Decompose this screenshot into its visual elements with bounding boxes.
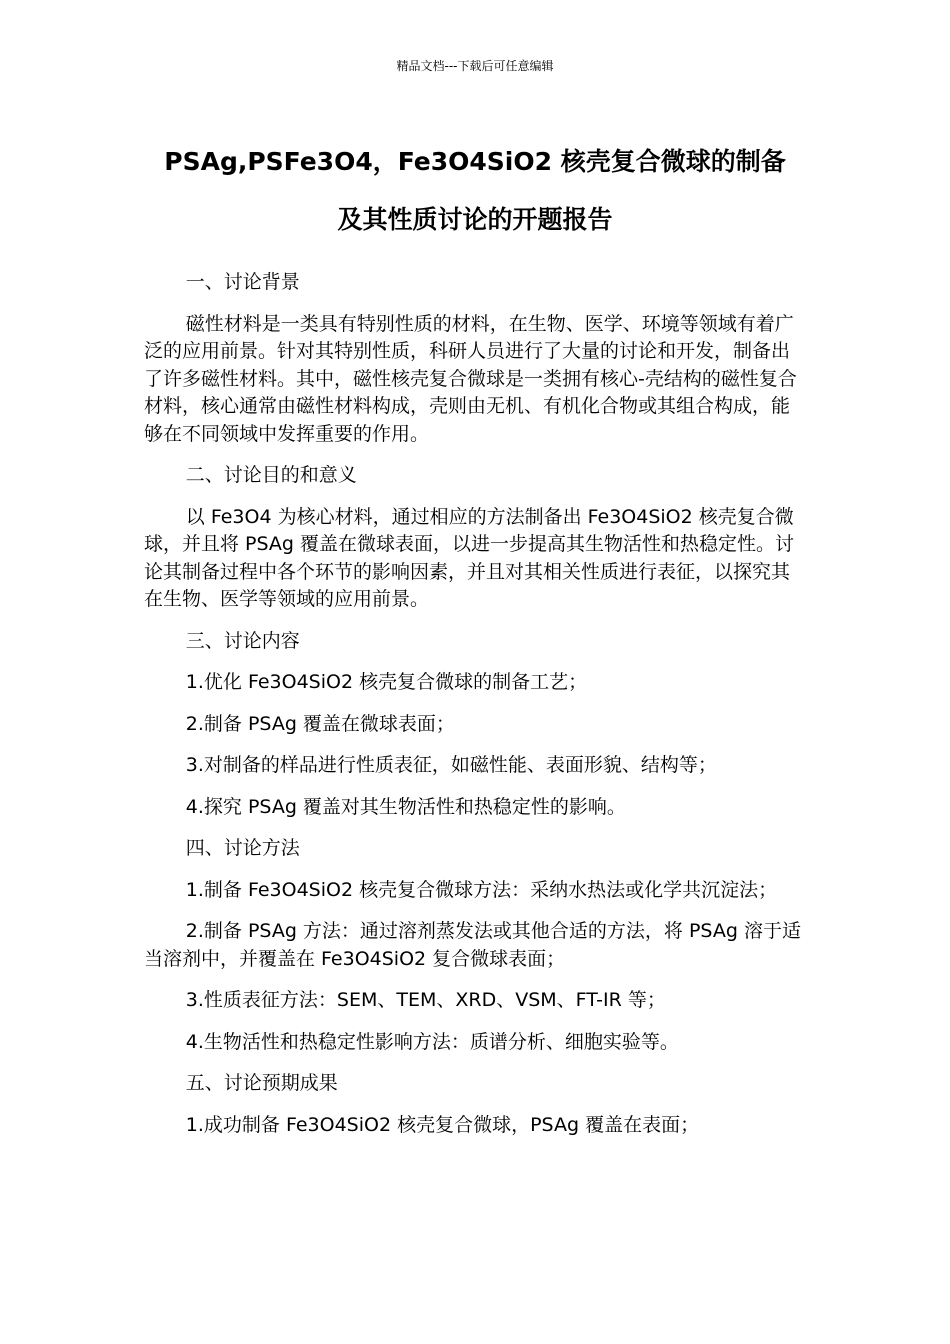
method-item-1: 1.制备 Fe3O4SiO2 核壳复合微球方法：采纳水热法或化学共沉淀法； [185,878,778,901]
section-heading-methods: 四、讨论方法 [185,837,300,859]
page-header: 精品文档---下载后可任意编辑 [396,59,554,73]
title-line-1: PSAg,PSFe3O4，Fe3O4SiO2 核壳复合微球的制备 [164,147,786,176]
method-item-2: 2.制备 PSAg 方法：通过溶剂蒸发法或其他合适的方法，将 PSAg 溶于适当溶剂中，并覆盖在 Fe3O4SiO2 复合微球表面； [144,920,801,970]
content-item-4: 4.探究 PSAg 覆盖对其生物活性和热稳定性的影响。 [185,795,626,818]
method-item-3: 3.性质表征方法：SEM、TEM、XRD、VSM、FT-IR 等； [185,989,666,1011]
section-heading-content: 三、讨论内容 [185,629,300,652]
content-item-3: 3.对制备的样品进行性质表征，如磁性能、表面形貌、结构等； [185,754,717,776]
result-item-1: 1.成功制备 Fe3O4SiO2 核壳复合微球，PSAg 覆盖在表面； [185,1113,700,1136]
content-item-2: 2.制备 PSAg 覆盖在微球表面； [185,712,455,735]
background-paragraph: 磁性材料是一类具有特别性质的材料，在生物、医学、环境等领域有着广泛的应用前景。针对其特别性质，科研人员进行了大量的讨论和开发，制备出了许多磁性材料。其中，磁性核壳复合微球是一类拥有核心-壳结构的磁性复合材料，核心通常由磁性材料构成，壳则由无机、有机化合物或其组合构成，能够在不同领域中发挥重要的作用。 [144,312,797,445]
document-body [144,269,808,1153]
section-heading-background: 一、讨论背景 [185,271,300,293]
document-title [110,133,840,249]
section-heading-expected-results: 五、讨论预期成果 [185,1072,338,1094]
title-line-2: 及其性质讨论的开题报告 [337,205,613,234]
purpose-paragraph: 以 Fe3O4 为核心材料，通过相应的方法制备出 Fe3O4SiO2 核壳复合微球，并且将 PSAg 覆盖在微球表面，以进一步提高其生物活性和热稳定性。讨论其制备过程中各个环节的影响因素，并且对其相关性质进行表征，以探究其在生物、医学等领域的应用前景。 [144,505,795,610]
section-heading-purpose: 二、讨论目的和意义 [185,464,357,486]
method-item-4: 4.生物活性和热稳定性影响方法：质谱分析、细胞实验等。 [185,1030,679,1053]
content-item-1: 1.优化 Fe3O4SiO2 核壳复合微球的制备工艺； [185,671,588,693]
